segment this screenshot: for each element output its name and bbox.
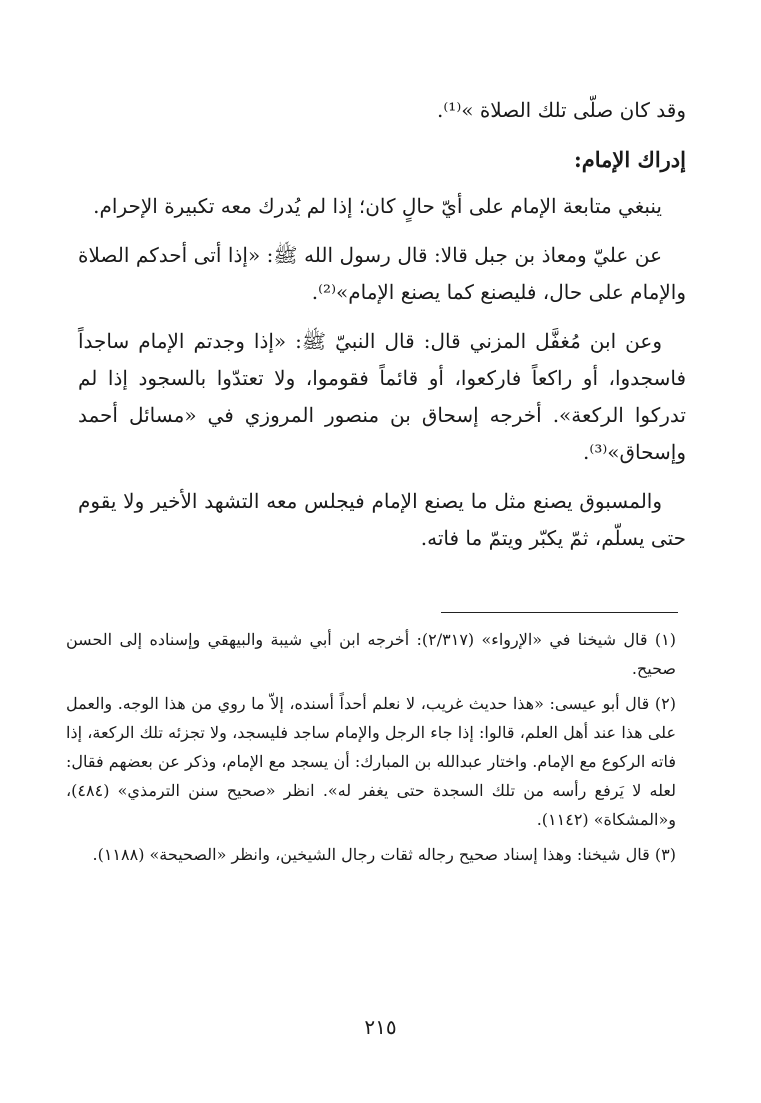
page-number: ٢١٥ (364, 1015, 397, 1039)
paragraph-4: والمسبوق يصنع مثل ما يصنع الإمام فيجلس معه التشهد الأخير ولا يقوم حتى يسلّم، ثمّ يكبّر ويتمّ ما فاته. (78, 489, 686, 550)
footnote-1: (١) قال شيخنا في «الإرواء» (٢/٣١٧): أخرجه ابن أبي شيبة والبيهقي وإسناده إلى الحسن صحيح. (66, 630, 676, 678)
main-text (78, 92, 686, 569)
footnote-3: (٣) قال شيخنا: وهذا إسناد صحيح رجاله ثقات رجال الشيخين، وانظر «الصحيحة» (١١٨٨). (92, 845, 676, 864)
footnote-separator (441, 612, 678, 613)
section-heading: إدراك الإمام: (574, 147, 686, 172)
paragraph-1: ينبغي متابعة الإمام على أيّ حالٍ كان؛ إذا لم يُدرك معه تكبيرة الإحرام. (93, 194, 662, 218)
continuation-line: وقد كان صلّى تلك الصلاة »⁽¹⁾. (437, 98, 686, 122)
paragraph-2: عن عليّ ومعاذ بن جبل قالا: قال رسول الله ﷺ: «إذا أتى أحدكم الصلاة والإمام على حال، فليصنع كما يصنع الإمام»⁽²⁾. (78, 243, 686, 304)
footnotes (66, 625, 676, 875)
footnote-2: (٢) قال أبو عيسى: «هذا حديث غريب، لا نعلم أحداً أسنده، إلاّ ما روي من هذا الوجه. والعمل على هذا عند أهل العلم، قالوا: إذا جاء الرجل والإمام ساجد فليسجد، ولا تجزئه تلك الركعة، إذا فاته الركوع مع الإمام. واختار عبدالله بن المبارك: أن يسجد مع الإمام، وذكر عن بعضهم فقال: لعله لا يَرفع رأسه من تلك السجدة حتى يغفر له». انظر «صحيح سنن الترمذي» (٤٨٤)، و«المشكاة» (١١٤٢). (66, 694, 676, 829)
paragraph-3: وعن ابن مُغفَّل المزني قال: قال النبيّ ﷺ: «إذا وجدتم الإمام ساجداً فاسجدوا، أو راكعاً فاركعوا، أو قائماً فقوموا، ولا تعتدّوا بالسجود إذا لم تدركوا الركعة». أخرجه إسحاق بن منصور المروزي في «مسائل أحمد وإسحاق»⁽³⁾. (78, 329, 686, 464)
